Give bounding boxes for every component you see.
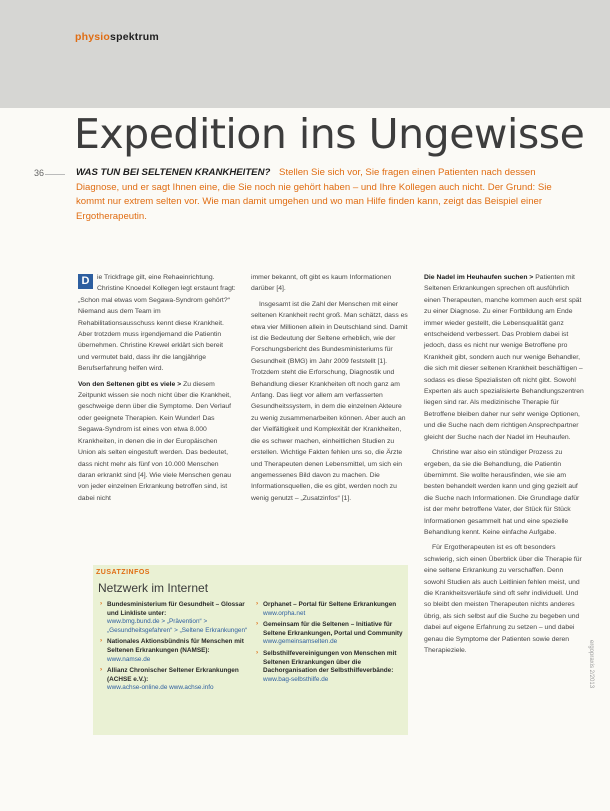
paragraph: Für Ergotherapeuten ist es oft besonders schwierig, sich einen Überblick über die Therapie für eine seltene Erkrankung zu verschaffen. Denn sowohl Studien als auch Leitlinien fehlen meist, und die Krankheitsverläufe sind oft sehr individuell. Und so bleibt den meisten Therapeuten nichts anderes übrig, als sich selbst auf die Suche zu begeben und dabei auf eigene Erfahrung zu setzen – und dabei genau die Symptome der Patienten sowie deren Therapieziele. [424,544,582,654]
page-number: 36 [34,168,45,178]
resource-link[interactable]: www.namse.de [107,655,151,663]
text-column-3 [424,272,586,660]
info-box-column-left [100,601,250,696]
header-band [0,0,610,108]
resource-entry: › Bundesministerium für Gesundheit – Glossar und Linkliste unter: www.bmg.bund.de > „Prävention“ > „Gesundheitsgefahren“ > „Seltene Erkrankungen“ [100,601,250,635]
text-column-2 [251,272,409,508]
info-box-title: Netzwerk im Internet [98,581,209,595]
lead-text: Stellen Sie sich vor, Sie fragen einen Patienten nach dessen Diagnose, und er sagt Ihnen eine, die Sie noch nie gehört haben – und Ihre Kollegen auch nicht. Der Grund: Sie kommt nur extrem selten vor. Wie man damit umgehen und wo man Hilfe finden kann, zeigt das Beispiel einer Ergotherapeutin. [76,167,552,222]
article-lead [76,166,571,224]
paragraph: Von den Seltenen gibt es viele > Zu diesem Zeitpunkt wissen sie noch nicht über die Krankheit, geschweige denn über die Symptome. Den Verlauf oder geeignete Therapien. Kein Wunder! Das Segawa-Syndrom ist eines von etwa 8.000 Krankheiten, in denen die in der Europäischen Union als selten eingestuft werden. Das bedeutet, dass nicht mehr als fünf von 10.000 Menschen daran erkrankt sind [4]. Wie viele Menschen genau von jeder einzelnen Erkrankung betroffen sind, ist dabei nicht [78,380,232,502]
paragraph: D ie Trickfrage gilt, eine Rehaeinrichtung. Christine Knoedel Kollegen legt erstaunt fragt: „Schon mal etwas vom Segawa-Syndrom gehört?“ Niemand aus dem Team im Rehabilitationsausschuss kennt diese Krankheit. Aber trotzdem muss irgendjemand die Patientin übernehmen. Christine Krewel erklärt sich bereit und vermutet bald, dass ihr die langjährige Berufserfahrung helfen wird. [78,274,236,373]
resource-entry: › Selbsthilfevereinigungen von Menschen mit Seltenen Erkrankungen über die Dachorganisation der Selbsthilfeverbände: www.bag-selbsthilfe.de [256,650,404,684]
subheading: Von den Seltenen gibt es viele > [78,380,182,388]
paragraph: Christine war also ein stündiger Prozess zu ergeben, da sie die Behandlung, die Patientin übernimmt. Sie wollte herausfinden, wie sie am besten behandelt werden kann und ging gezielt auf die Suche nach Informationen. Die Grundlage dafür ist der mehr betroffene Vater, der Stück für Stück Informationen gesammelt hat und eine spezielle Behandlung kennt. Keine einfache Aufgabe. [424,449,580,536]
info-box-tag: ZUSATZINFOS [96,569,150,576]
paragraph: Die Nadel im Heuhaufen suchen > Patienten mit Seltenen Erkrankungen sprechen oft ausführlich einen Therapeuten, manche kommen auch erst spät zu einer Diagnose. Zu einer Fortbildung am Ende immer wieder gestellt, die Lebensqualität ganz entscheidend verbessert. Das Problem dabei ist jedoch, dass es nicht nur wenige Betroffene pro Krankheit gibt, sondern auch nur wenige Behandler, die sich mit dieser seltenen Krankheit beschäftigen – sodass es diese Spezialisten oft nicht gibt. Sowohl Experten als auch spezialisierte Behandlungszentren liegen sind rar. Als medizinische Therapie für Betroffene bleiben daher nur sehr wenige Optionen, und die Suche nach dem richtigen Ansprechpartner gleicht der Suche nach der Nadel im Heuhaufen. [424,274,584,441]
resource-link[interactable]: www.gemeinsamselten.de [263,638,338,646]
subheading: Die Nadel im Heuhaufen suchen > [424,274,534,281]
resource-link[interactable]: www.achse-online.de www.achse.info [107,684,214,692]
lead-kicker: WAS TUN BEI SELTENEN KRANKHEITEN? [76,167,271,178]
text-column-1 [78,272,236,508]
paragraph: immer bekannt, oft gibt es kaum Informationen darüber [4]. [251,274,392,293]
section-label: physiospektrum [75,31,159,43]
paragraph: Insgesamt ist die Zahl der Menschen mit einer seltenen Krankheit recht groß. Man schätzt, dass es etwa vier Millionen allein in Deutschland sind. Damit ist die Bedeutung der Seltene erheblich, wie der Forschungsbericht des Bundesministeriums für Gesundheit (BMG) im Jahr 2009 feststellt [1]. Trotzdem steht die Erforschung, Diagnostik und Behandlung dieser Krankheiten oft noch ganz am Anfang. Das liegt vor allem am verfasserten Gesundheitssystem, in dem die einzelnen Akteure zu wenig zusammenarbeiten können. Aber auch an der Vielfältigkeit und Komplexität der Krankheiten, die es schwer machen, einheitlichen Studien zu erstellen. Wichtige Fakten fehlen uns so, die Ärzte und Therapeuten denen Lebensmittel, um sich ein angemessenes Bild davon zu machen. Die Informationsquellen, die es gibt, werden noch zu wenig genutzt – „Zusatzinfos“ [1]. [251,300,408,502]
resource-link[interactable]: www.bmg.bund.de > „Prävention“ > „Gesundheitsgefahren“ > „Seltene Erkrankungen“ [107,618,248,634]
info-box-column-right [256,601,404,687]
page-number-rule [45,174,65,175]
resource-entry: › Orphanet – Portal für Seltene Erkrankungen www.orpha.net [256,601,404,618]
resource-link[interactable]: www.orpha.net [263,609,306,617]
article-title: Expedition ins Ungewisse [74,110,585,158]
resource-entry: › Allianz Chronischer Seltener Erkrankungen (ACHSE e.V.): www.achse-online.de www.achse.info [100,667,250,693]
resource-entry: › Nationales Aktionsbündnis für Menschen mit Seltenen Erkrankungen (NAMSE): www.namse.de [100,638,250,664]
resource-entry: › Gemeinsam für die Seltenen – Initiative für Seltene Erkrankungen, Portal und Community www.gemeinsamselten.de [256,621,404,647]
drop-cap: D [78,274,93,289]
side-credit: ergopraxis 2/2013 [588,640,594,689]
resource-link[interactable]: www.bag-selbsthilfe.de [263,675,329,683]
